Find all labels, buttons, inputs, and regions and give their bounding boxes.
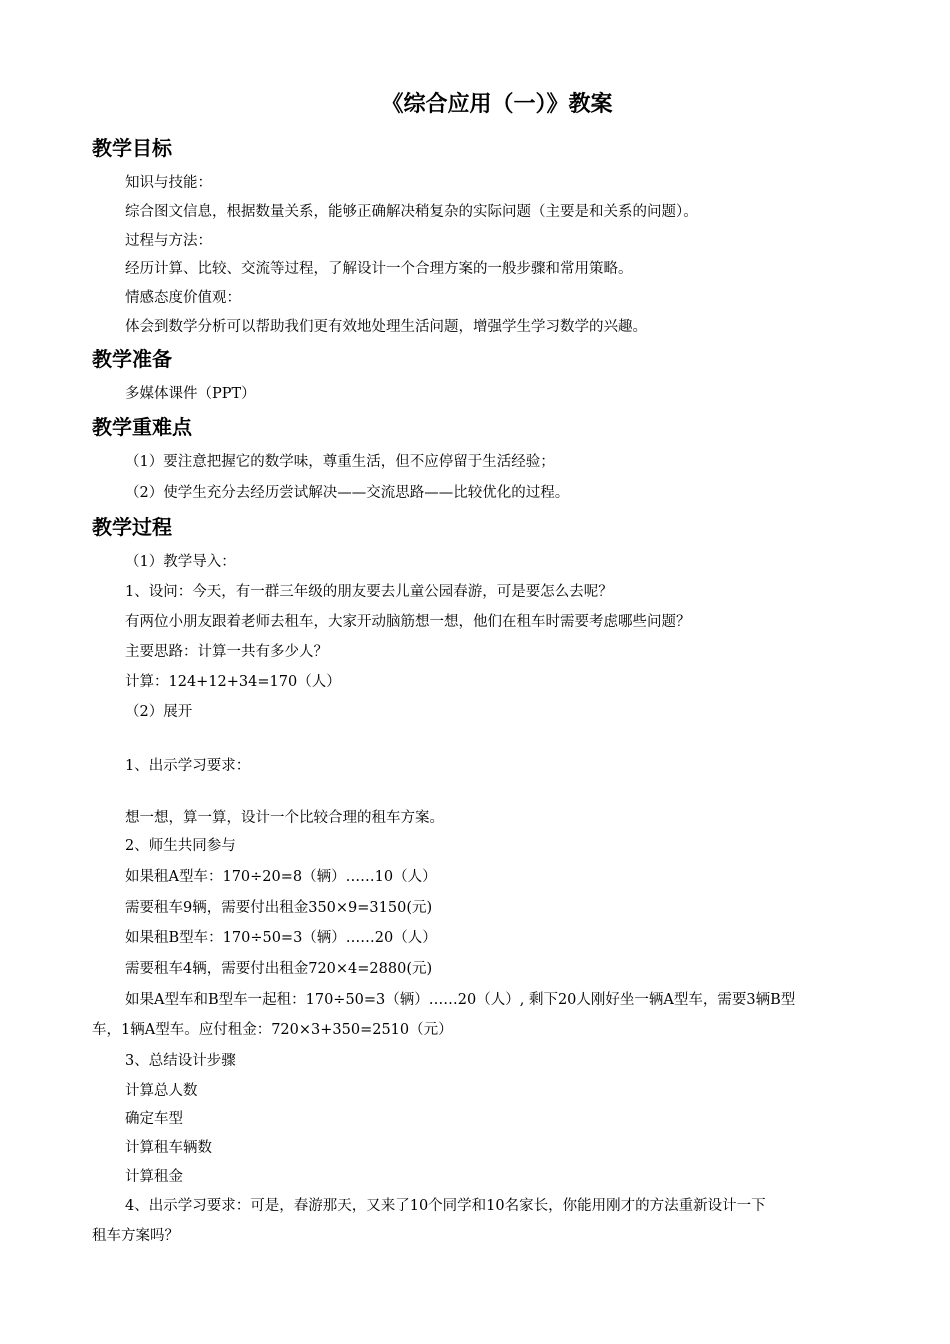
paragraph: （1）要注意把握它的数学味，尊重生活，但不应停留于生活经验；	[125, 454, 555, 470]
paragraph: 综合图文信息，根据数量关系，能够正确解决稍复杂的实际问题（主要是和关系的问题）。	[125, 204, 698, 220]
paragraph: 知识与技能：	[125, 175, 212, 191]
paragraph: 2、师生共同参与	[125, 838, 236, 854]
paragraph-continuation: 车，1辆A型车。应付租金：720×3+350=2510（元）	[92, 1022, 453, 1038]
section-heading-goals: 教学目标	[92, 136, 172, 160]
paragraph: 1、出示学习要求：	[125, 758, 251, 774]
paragraph: （1）教学导入：	[125, 554, 236, 570]
paragraph: 如果A型车和B型车一起租：170÷50=3（辆）……20（人）, 剩下20人刚好坐一辆A型车，需要3辆B型	[125, 992, 796, 1008]
paragraph: 3、总结设计步骤	[125, 1053, 236, 1069]
paragraph: 想一想，算一算，设计一个比较合理的租车方案。	[125, 810, 444, 826]
section-heading-prep: 教学准备	[92, 347, 172, 371]
paragraph: 如果租B型车：170÷50=3（辆）……20（人）	[125, 930, 437, 946]
paragraph: 计算：124+12+34=170（人）	[125, 674, 341, 690]
paragraph: 情感态度价值观：	[125, 290, 241, 306]
paragraph: 需要租车4辆，需要付出租金720×4=2880(元)	[125, 961, 433, 977]
paragraph: 主要思路：计算一共有多少人？	[125, 644, 328, 660]
paragraph: 计算租金	[125, 1169, 183, 1185]
paragraph: 体会到数学分析可以帮助我们更有效地处理生活问题，增强学生学习数学的兴趣。	[125, 319, 647, 335]
paragraph: 经历计算、比较、交流等过程，了解设计一个合理方案的一般步骤和常用策略。	[125, 261, 633, 277]
section-heading-key: 教学重难点	[92, 415, 192, 439]
paragraph: 确定车型	[125, 1111, 183, 1127]
paragraph: 计算租车辆数	[125, 1140, 212, 1156]
document-title: 《综合应用（一）》教案	[381, 92, 613, 117]
paragraph: 计算总人数	[125, 1083, 198, 1099]
paragraph-continuation: 租车方案吗？	[92, 1228, 179, 1244]
paragraph: 多媒体课件（PPT）	[125, 386, 256, 402]
section-heading-process: 教学过程	[92, 515, 172, 539]
paragraph: 有两位小朋友跟着老师去租车，大家开动脑筋想一想，他们在租车时需要考虑哪些问题？	[125, 614, 691, 630]
paragraph: 4、出示学习要求：可是，春游那天，又来了10个同学和10名家长，你能用刚才的方法重新设计一下	[125, 1198, 766, 1214]
paragraph: 如果租A型车：170÷20=8（辆）……10（人）	[125, 869, 437, 885]
paragraph: （2）展开	[125, 704, 193, 720]
paragraph: 需要租车9辆，需要付出租金350×9=3150(元)	[125, 900, 433, 916]
paragraph: （2）使学生充分去经历尝试解决——交流思路——比较优化的过程。	[125, 485, 570, 501]
paragraph: 1、设问：今天，有一群三年级的朋友要去儿童公园春游，可是要怎么去呢？	[125, 584, 613, 600]
paragraph: 过程与方法：	[125, 233, 212, 249]
